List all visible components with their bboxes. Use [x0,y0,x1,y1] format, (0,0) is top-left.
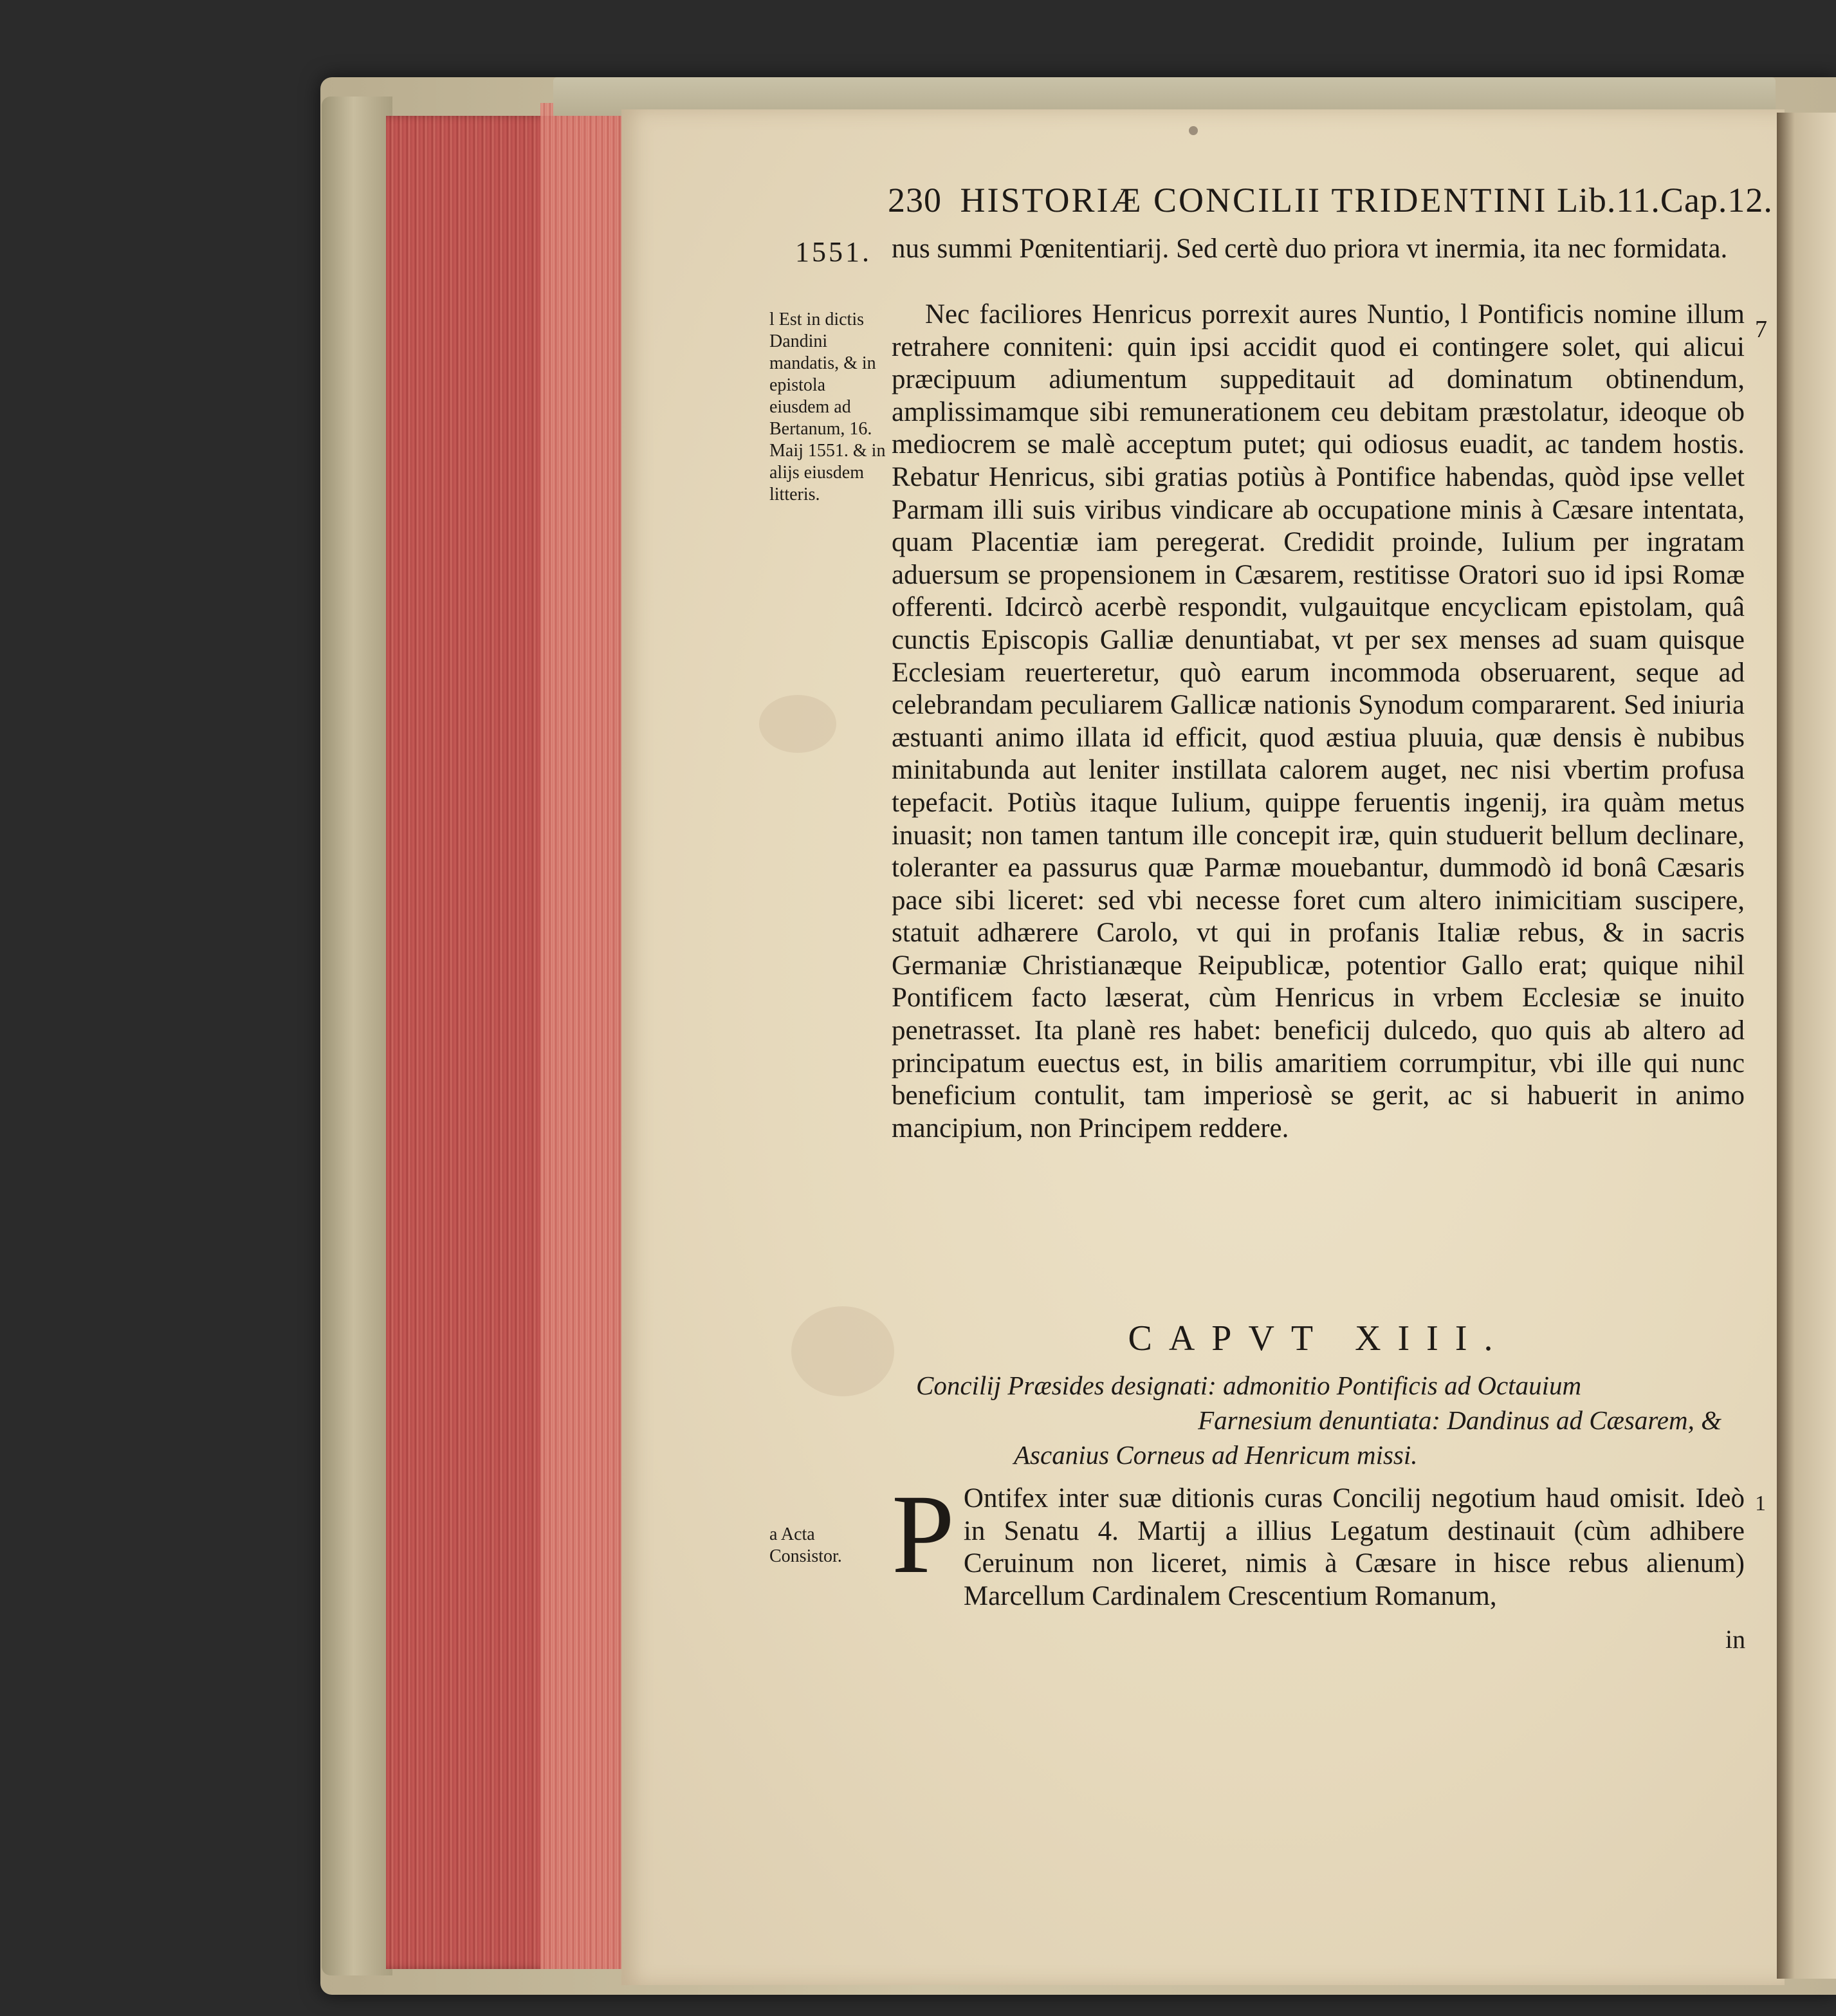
paragraph-main: Nec faciliores Henricus porrexit aures Nuntio, l Pontificis nomine illum retrahere conniteni: quin ipsi accidit quod ei contingere solet, qui alicui præcipuum adiumentum suppeditauit ad dominatum obtinendum, amplissimamque sibi remunerationem ceu debitam præstolatur, ideoque ob mediocrem se malè acceptum putet; qui odiosus euadit, ac tandem hostis. Rebatur Henricus, sibi gratias potiùs à Pontifice habendas, quòd ipse vellet Parmam illi suis viribus vindicare ab occupatione minis à Cæsare intentata, quam Placentiæ iam peregerat. Credidit proinde, Iulium per ingratam aduersum se propensionem in Cæsarem, restitisse Oratori suo id ipsi Romæ offerenti. Idcircò acerbè respondit, vulgauitque encyclicam epistolam, quâ cunctis Episcopis Galliæ denuntiabat, vt per sex menses ad suam quisque Ecclesiam reuerteretur, quò earum incommoda obseruarent, seque ad celebrandam peculiarem Gallicæ nationis Synodum compararent. Sed iniuria æstuanti animo illata id efficit, quod æstiua pluuia, quæ densis è nubibus minitabunda aut leniter instillata calorem auget, nec nisi vbertim profusa tepefacit. Potiùs itaque Iulium, quippe feruentis ingenij, ira quàm metus inuasit; non tamen tantum ille concepit iræ, quin studuerit bellum declinare, toleranter ea passurus quæ Parmæ mouebantur, dummodò id bonâ Cæsaris pace sibi liceret: sed vbi necesse foret cum altero inimicitiam suscipere, statuit adhærere Carolo, vt qui in profanis Italiæ rebus, & in sacris Germaniæ Christianæque Reipublicæ, potentior Gallo erat; quique nihil Pontificem facto læserat, cùm Henricus in vrbem Ecclesiæ se inuito penetrasset. Ita planè res habet: beneficij dulcedo, quo quis ab altero ad principatum euectus est, in bilis amaritiem corrumpitur, vbi ille qui nunc beneficium contulit, tam imperiosè se gerit, ac si habuerit in animo mancipium, non Principem reddere. [892,299,1745,1143]
paragraph-continuation: nus summi Pœnitentiarij. Sed certè duo priora vt inermia, ita nec formidata. [892,234,1728,264]
drop-cap: P [892,1472,955,1597]
book-chapter-ref: Lib.11.Cap.12. [1556,181,1773,219]
margin-note-acta: a Acta Consistor. [769,1524,842,1566]
margin-number-right-2: 1 [1755,1492,1766,1515]
paragraph-chapter-opening [892,1472,1745,1613]
chapter-summary [898,1368,1747,1472]
running-header [888,180,1776,220]
facing-page-edge [1777,113,1836,1979]
page-number: 230 [888,181,942,219]
ink-bleed-stain [759,695,836,753]
margin-number-right: 7 [1755,316,1767,343]
chapter-heading: CAPVT XIII. [1128,1318,1510,1358]
red-page-edges-inner [540,103,624,1969]
paragraph-chapter-text: Ontifex inter suæ ditionis curas Concilij negotium haud omisit. Ideò in Senatu 4. Martij a illius Legatum destinauit (cùm adhibere Ceruinum non liceret, nimis à Cæsare in hisce rebus alienum) Marcellum Cardinalem Crescentium Romanum, [963,1483,1745,1611]
chapter-summary-line: Farnesium denuntiata: Dandinus ad Cæsarem, & [1198,1405,1721,1435]
margin-year: 1551. [795,236,872,268]
chapter-summary-line: Ascanius Corneus ad Henricum missi. [1014,1440,1418,1470]
margin-note-citation: l Est in dictis Dandini mandatis, & in epistola eiusdem ad Bertanum, 16. Maij 1551. & in alijs eiusdem litteris. [769,310,886,504]
page-spot [1189,126,1198,135]
ink-bleed-stain [791,1306,894,1396]
chapter-summary-line: Concilij Præsides designati: admonitio Pontificis ad Octauium [916,1371,1582,1400]
running-title: HISTORIÆ CONCILII TRIDENTINI [960,181,1548,219]
book-spine [322,97,392,1975]
catchword: in [1725,1625,1746,1654]
